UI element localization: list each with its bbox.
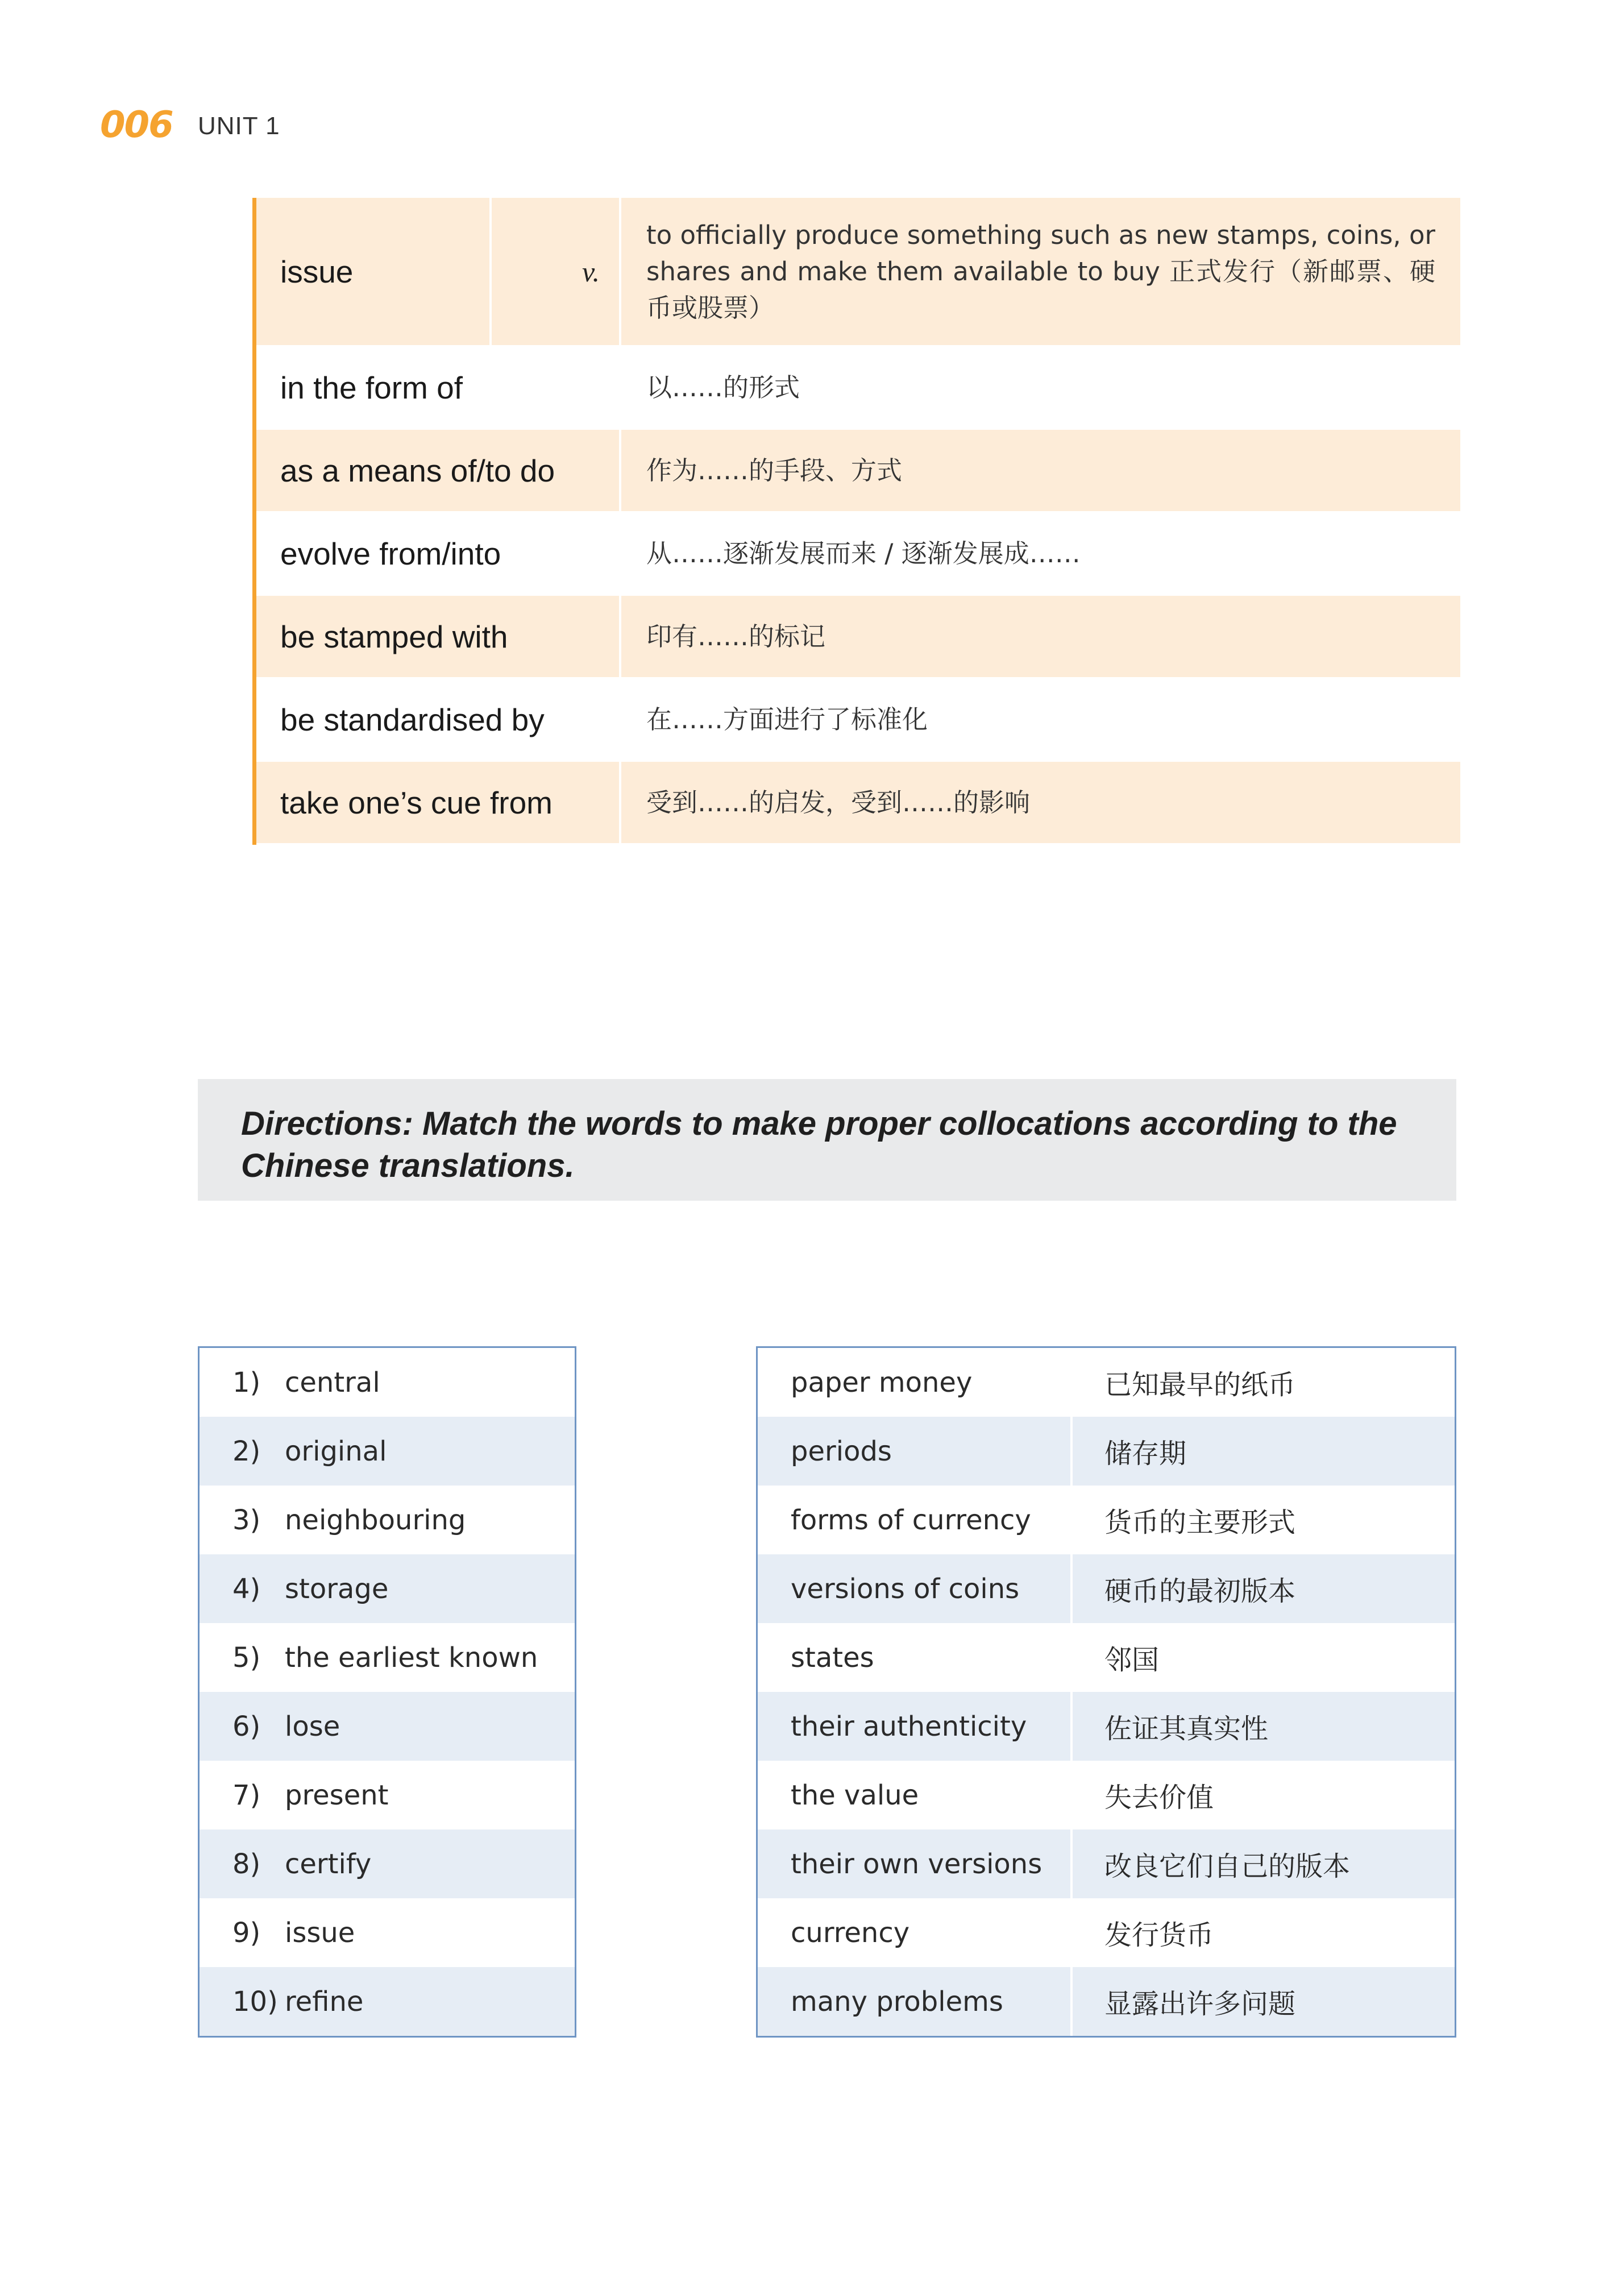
chinese-translation: 佐证其真实性 [1104, 1713, 1269, 1745]
vocab-meaning: 受到……的启发，受到……的影响 [646, 787, 1031, 818]
english-phrase: periods [758, 1417, 1073, 1486]
collocation-table-right [756, 1346, 1456, 2038]
table-row [758, 1692, 1455, 1761]
table-row [758, 1829, 1455, 1898]
unit-label: UNIT 1 [198, 112, 280, 140]
table-row [758, 1761, 1455, 1829]
chinese-translation: 硬币的最初版本 [1104, 1575, 1296, 1607]
vocab-meaning: 从……逐渐发展而来 / 逐渐发展成…… [646, 538, 1081, 569]
list-item [200, 1554, 575, 1623]
item-word: issue [285, 1916, 355, 1949]
chinese-translation: 发行货币 [1104, 1919, 1214, 1951]
vocab-row [256, 596, 1460, 679]
chinese-translation: 已知最早的纸币 [1104, 1369, 1296, 1401]
vocab-term: evolve from/into [256, 513, 621, 594]
item-number: 9) [232, 1916, 261, 1949]
vocab-term: issue [256, 198, 492, 345]
directions-text: Directions: Match the words to make proper collocations according to the Chinese translations. [241, 1105, 1397, 1184]
item-number: 4) [232, 1573, 261, 1605]
list-item [200, 1898, 575, 1967]
english-phrase: the value [758, 1761, 1073, 1829]
item-number: 5) [232, 1641, 261, 1674]
vocab-meaning: 以……的形式 [646, 372, 800, 403]
vocab-row [256, 347, 1460, 430]
list-item [200, 1348, 575, 1417]
item-word: neighbouring [285, 1504, 466, 1536]
list-item [200, 1692, 575, 1761]
english-phrase: forms of currency [758, 1486, 1073, 1554]
table-row [758, 1486, 1455, 1554]
chinese-translation: 失去价值 [1104, 1782, 1214, 1814]
list-item [200, 1967, 575, 2036]
list-item [200, 1761, 575, 1829]
page-number: 006 [100, 104, 173, 146]
table-row [758, 1967, 1455, 2036]
vocab-row-issue [256, 198, 1460, 347]
directions-box [198, 1079, 1456, 1201]
item-word: central [285, 1366, 380, 1399]
part-of-speech: v. [492, 198, 621, 345]
item-word: storage [285, 1573, 389, 1605]
item-number: 8) [232, 1848, 261, 1880]
english-phrase: versions of coins [758, 1554, 1073, 1623]
item-word: refine [285, 1985, 364, 2018]
chinese-translation: 货币的主要形式 [1104, 1507, 1296, 1538]
vocab-meaning: 在……方面进行了标准化 [646, 704, 928, 735]
chinese-translation: 邻国 [1104, 1644, 1160, 1676]
list-item [200, 1829, 575, 1898]
list-item [200, 1417, 575, 1486]
item-word: lose [285, 1710, 340, 1742]
item-word: original [285, 1435, 387, 1467]
chinese-translation: 储存期 [1104, 1438, 1187, 1470]
chinese-translation: 显露出许多问题 [1104, 1988, 1296, 2020]
item-number: 10) [232, 1985, 278, 2018]
item-number: 6) [232, 1710, 261, 1742]
english-phrase: their own versions [758, 1829, 1073, 1898]
vocab-row [256, 513, 1460, 596]
vocab-row [256, 762, 1460, 845]
english-phrase: many problems [758, 1967, 1073, 2036]
chinese-translation: 改良它们自己的版本 [1104, 1851, 1351, 1882]
item-word: certify [285, 1848, 372, 1880]
vocab-row [256, 430, 1460, 513]
vocab-meaning: 作为……的手段、方式 [646, 455, 903, 486]
item-word: present [285, 1779, 389, 1811]
english-phrase: their authenticity [758, 1692, 1073, 1761]
table-row [758, 1348, 1455, 1417]
table-row [758, 1623, 1455, 1692]
english-phrase: paper money [758, 1348, 1073, 1417]
vocab-term: take one’s cue from [256, 762, 621, 843]
item-number: 2) [232, 1435, 261, 1467]
definition-text: to officially produce something such as new stamps, coins, or shares and make them available to buy 正式发行（新邮票、硬币或股票） [646, 219, 1435, 323]
list-item [200, 1486, 575, 1554]
english-phrase: states [758, 1623, 1073, 1692]
table-row [758, 1898, 1455, 1967]
vocab-term: in the form of [256, 347, 621, 428]
vocab-definition [621, 198, 1460, 345]
item-number: 1) [232, 1366, 261, 1399]
word-list-left [198, 1346, 576, 2038]
table-row [758, 1417, 1455, 1486]
vocabulary-table [252, 198, 1460, 845]
vocab-row [256, 679, 1460, 762]
item-number: 3) [232, 1504, 261, 1536]
item-word: the earliest known [285, 1641, 538, 1674]
vocab-term: be stamped with [256, 596, 621, 677]
english-phrase: currency [758, 1898, 1073, 1967]
vocab-meaning: 印有……的标记 [646, 621, 826, 652]
vocab-term: as a means of/to do [256, 430, 621, 511]
list-item [200, 1623, 575, 1692]
item-number: 7) [232, 1779, 261, 1811]
table-row [758, 1554, 1455, 1623]
vocab-term: be standardised by [256, 679, 621, 760]
